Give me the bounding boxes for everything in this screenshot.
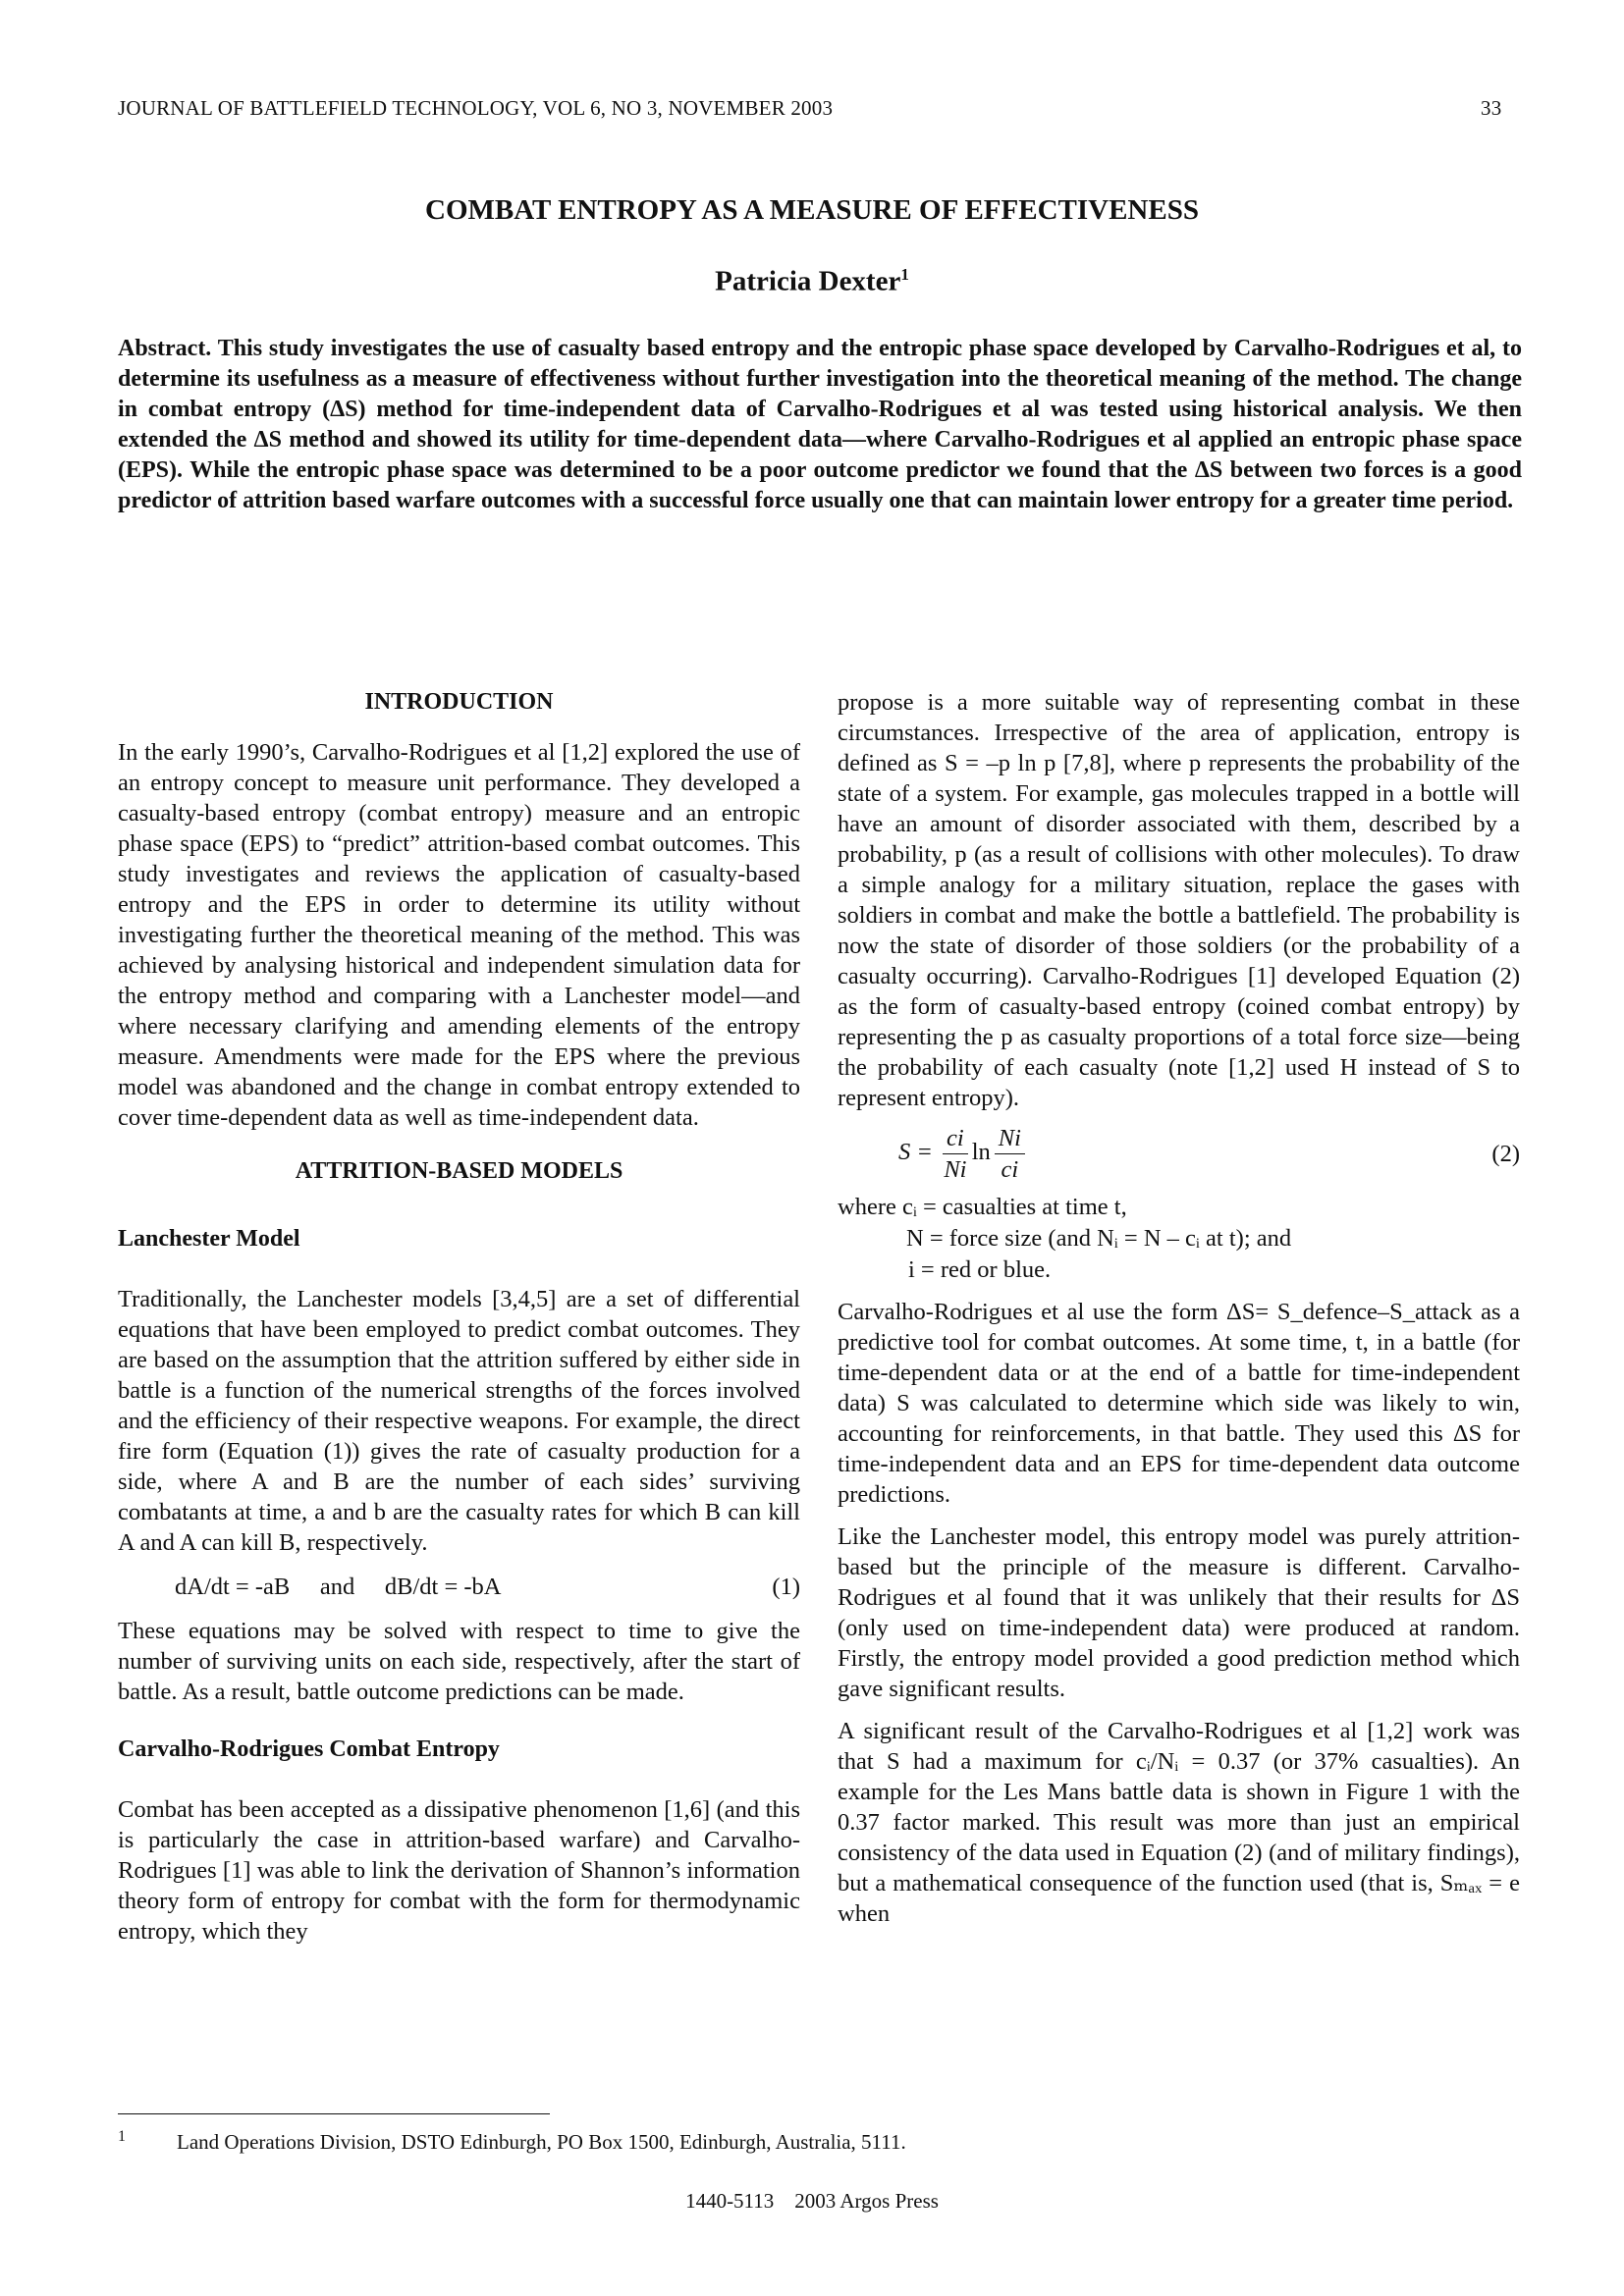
where-line-3: i = red or blue. [908, 1256, 1052, 1283]
eq2-fraction-2 [995, 1123, 1025, 1185]
lanchester-paragraph: Traditionally, the Lanchester models [3,4,5] are a set of differential equations that have been employed to predict combat outcomes. They are based on the assumption that the attrition suffered by either side in battle is a function of the numerical strengths of the forces involved and the efficiency of their respective weapons. For example, the direct fire form (Equation (1)) gives the rate of casualty production for a side, where A and B are the number of each sides’ surviving combatants at time, a and b are the casualty rates for which B can kill A and A can kill B, respectively. [118, 1286, 800, 1556]
eq2-num1: ci [943, 1123, 968, 1154]
intro-paragraph: In the early 1990’s, Carvalho-Rodrigues et al [1,2] explored the use of an entropy concept to measure unit performance. They developed a casualty-based entropy (combat entropy) measure and an entropic phase space (EPS) to “predict” attrition-based combat outcomes. This study investigates and reviews the application of casualty-based entropy and the EPS in order to determine its utility without investigating further the theoretical meaning of the method. This was achieved by analysing historical and independent simulation data for the entropy method and comparing with a Lanchester model—and where necessary clarifying and amending elements of the entropy measure. Amendments were made for the EPS where the previous model was abandoned and the change in combat entropy extended to cover time-dependent data as well as time-independent data. [118, 739, 800, 1131]
entropy-definition-paragraph: propose is a more suitable way of representing combat in these circumstances. Irrespective of the area of application, entropy is defined as S = –p ln p [7,8], where p represents the probability of the state of a system. For example, gas molecules trapped in a bottle will have an amount of disorder associated with them, described by a probability, p (as a result of collisions with other molecules). To draw a simple analogy for a military situation, replace the gases with soldiers in combat and make the bottle a battlefield. The probability is now the state of disorder of those soldiers (or the probability of a casualty occurring). Carvalho-Rodrigues [1] developed Equation (2) as the form of casualty-based entropy (coined combat entropy) by representing the p as casualty proportions of a total force size—being the probability of each casualty (note [1,2] used H instead of S to represent entropy). [838, 689, 1520, 1111]
page-footer: 1440-5113 2003 Argos Press [685, 2189, 939, 2213]
footnote-mark: 1 [118, 2128, 126, 2145]
post-eq1-paragraph: These equations may be solved with respect to time to give the number of surviving units on each side, respectively, after the start of battle. As a result, battle outcome predictions can be made. [118, 1618, 800, 1705]
heading-attrition-models: ATTRITION-BASED MODELS [295, 1158, 623, 1184]
author [0, 265, 1624, 298]
abstract: Abstract. This study investigates the use of casualty based entropy and the entropic phase space developed by Carvalho-Rodrigues et al, to determine its usefulness as a measure of effectiveness without further investigation into the theoretical meaning of the method. The change in combat entropy (ΔS) method for time-independent data of Carvalho-Rodrigues et al was tested using historical analysis. We then extended the ΔS method and showed its utility for time-dependent data—where Carvalho-Rodrigues et al applied an entropic phase space (EPS). While the entropic phase space was determined to be a poor outcome predictor we found that the ΔS between two forces is a good predictor of attrition based warfare outcomes with a successful force usually one that can maintain lower entropy for a greater time period. [118, 336, 1522, 513]
eq1-number: (1) [772, 1574, 800, 1600]
right-column [838, 687, 1520, 1929]
equation-2 [838, 1119, 1520, 1188]
eq1-lhs: dA/dt = -aB [175, 1574, 291, 1600]
heading-carvalho-rodrigues: Carvalho-Rodrigues Combat Entropy [118, 1736, 500, 1762]
where-line-1: where cᵢ = casualties at time t, [838, 1194, 1127, 1220]
eq1-rhs: dB/dt = -bA [384, 1574, 502, 1600]
footnote-text: Land Operations Division, DSTO Edinburgh, PO Box 1500, Edinburgh, Australia, 5111. [177, 2130, 906, 2154]
eq2-num2: Ni [995, 1123, 1025, 1154]
entropy-model-paragraph: Like the Lanchester model, this entropy model was purely attrition-based but the principle of the measure is different. Carvalho-Rodrigues et al found that it was unlikely that their results for ΔS (only used on time-independent data) were produced at random. Firstly, the entropy model provided a good prediction method which gave significant results. [838, 1523, 1520, 1702]
eq2-den2: ci [1001, 1155, 1019, 1183]
eq2-lhs: S = [898, 1138, 933, 1165]
running-header: JOURNAL OF BATTLEFIELD TECHNOLOGY, VOL 6, NO 3, NOVEMBER 2003 [118, 96, 834, 120]
delta-s-paragraph: Carvalho-Rodrigues et al use the form ΔS= S_defence–S_attack as a predictive tool for combat outcomes. At some time, t, in a battle (for time-dependent data or at the end of a battle for time-independent data) S was calculated to determine which side was likely to win, accounting for reinforcements, in that battle. They used this ΔS for time-independent data and an EPS for time-dependent data outcome predictions. [838, 1299, 1520, 1508]
paper-title: COMBAT ENTROPY AS A MEASURE OF EFFECTIVENESS [425, 194, 1199, 226]
heading-introduction: INTRODUCTION [364, 689, 554, 715]
author-footnote-mark: 1 [900, 265, 909, 284]
significant-result-paragraph: A significant result of the Carvalho-Rodrigues et al [1,2] work was that S had a maximum for cᵢ/Nᵢ = 0.37 (or 37% casualties). An example for the Les Mans battle data is shown in Figure 1 with the 0.37 factor marked. This result was more than just an empirical consistency of the data used in Equation (2) (and of military findings), but a mathematical consequence of the function used (that is, Sₘₐₓ = e when [838, 1718, 1520, 1927]
eq2-number: (2) [1491, 1140, 1520, 1167]
eq2-ln: ln [971, 1138, 991, 1165]
eq1-and: and [319, 1574, 355, 1600]
where-line-2: N = force size (and Nᵢ = N – cᵢ at t); and [906, 1225, 1292, 1252]
author-name: Patricia Dexter [715, 265, 901, 297]
left-column [118, 687, 800, 1947]
footnote-divider [118, 2113, 550, 2114]
heading-lanchester-model: Lanchester Model [118, 1226, 300, 1252]
eq2-fraction-1 [943, 1123, 968, 1185]
combat-entropy-paragraph: Combat has been accepted as a dissipative phenomenon [1,6] (and this is particularly the case in attrition-based warfare) and Carvalho-Rodrigues [1] was able to link the derivation of Shannon’s information theory form of entropy for combat with the form for thermodynamic entropy, which they [118, 1796, 800, 1945]
page-number: 33 [1481, 96, 1502, 120]
eq2-den1: Ni [944, 1155, 967, 1183]
equation-1 [118, 1572, 800, 1602]
